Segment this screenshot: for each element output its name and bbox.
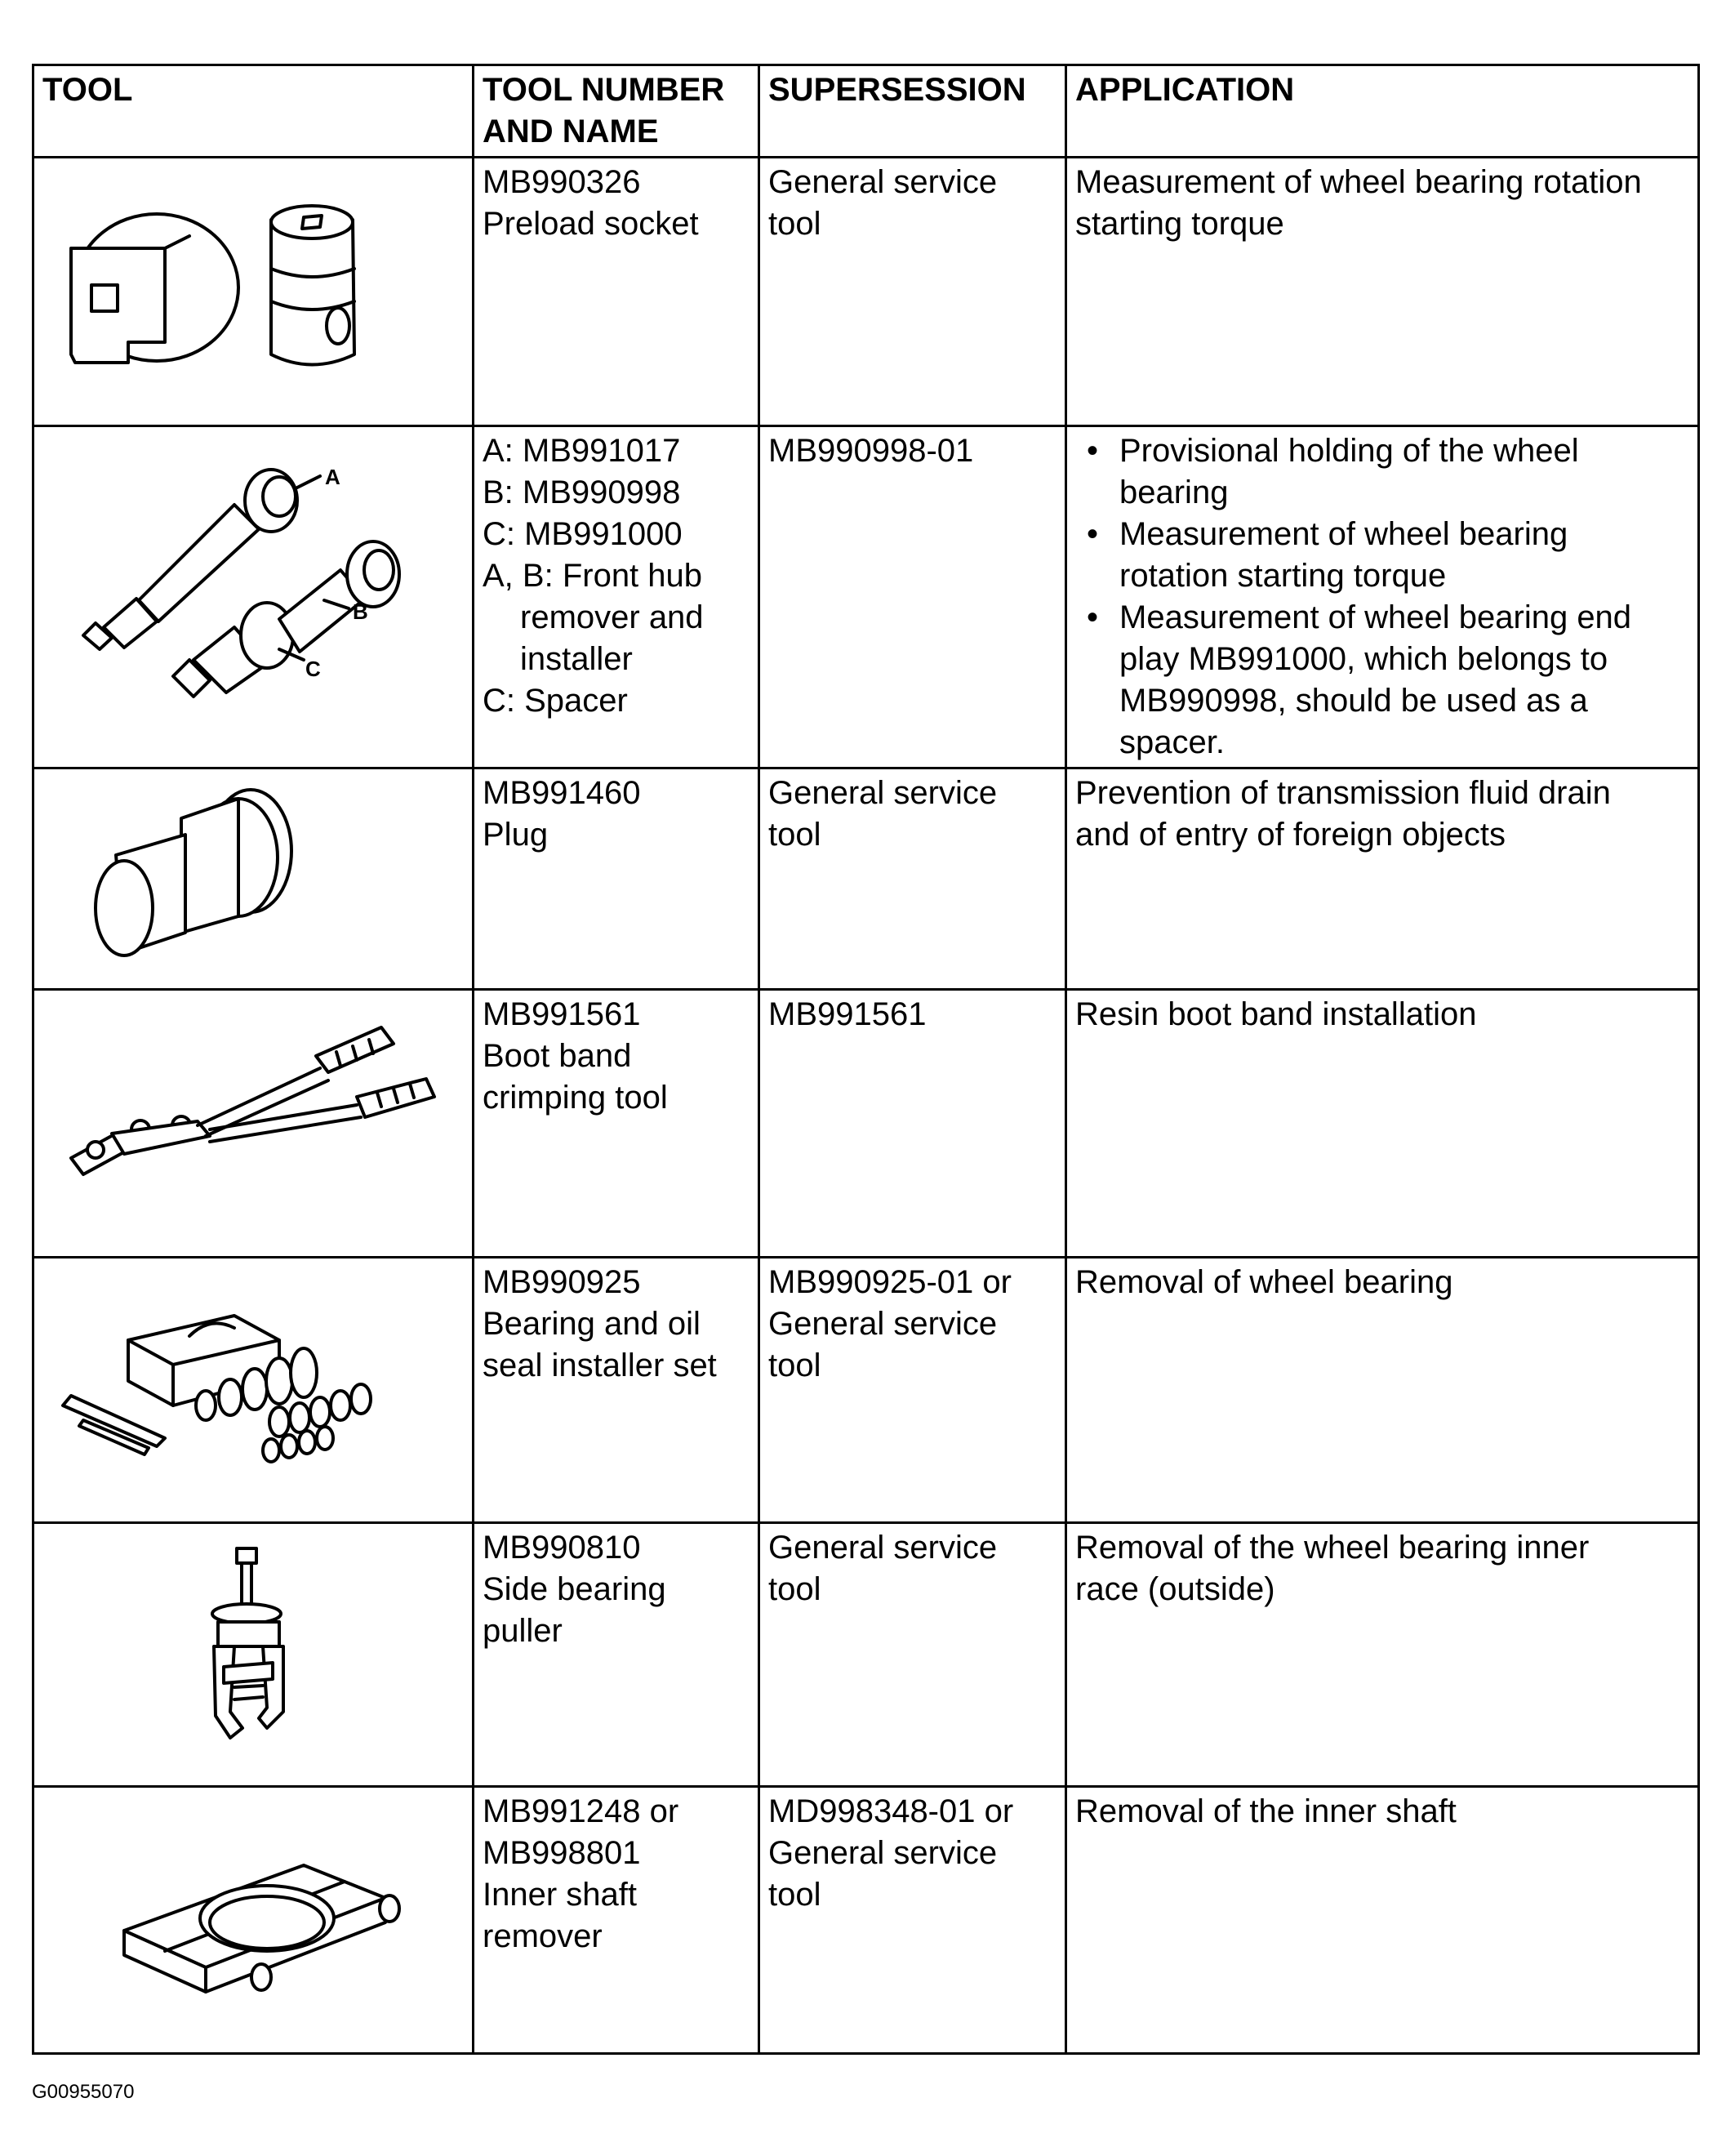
- boot-band-crimping-tool-icon: [34, 991, 474, 1256]
- table-row: [33, 426, 1699, 768]
- supersession-cell: General service tool: [759, 1523, 1066, 1787]
- application-cell: Prevention of transmission fluid drain and of entry of foreign objects: [1066, 768, 1699, 990]
- tool-number-name-cell: A: MB991017 B: MB990998 C: MB991000 A, B: Front hub remover and installer C: Spacer: [474, 426, 759, 768]
- supersession-cell: General service tool: [759, 768, 1066, 990]
- table-row: [33, 158, 1699, 426]
- list-item: • Measurement of wheel bearing end play MB991000, which belongs to MB990998, should be used as a spacer.: [1119, 597, 1689, 764]
- list-item: • Provisional holding of the wheel bearing: [1119, 430, 1689, 514]
- supersession-cell: MB990925-01 or General service tool: [759, 1258, 1066, 1523]
- tool-number-name-cell: MB990810 Side bearing puller: [474, 1523, 759, 1787]
- header-application: APPLICATION: [1066, 65, 1699, 158]
- label-a: A: [325, 465, 340, 489]
- application-cell: Measurement of wheel bearing rotation starting torque: [1066, 158, 1699, 426]
- bearing-oil-seal-installer-set-icon: [34, 1258, 474, 1521]
- table-row: [33, 1523, 1699, 1787]
- tool-image-cell: [33, 1258, 474, 1523]
- preload-socket-icon: [34, 158, 474, 425]
- list-item: • Measurement of wheel bearing rotation starting torque: [1119, 514, 1689, 597]
- application-cell: Removal of wheel bearing: [1066, 1258, 1699, 1523]
- header-tool: TOOL: [33, 65, 474, 158]
- side-bearing-puller-icon: [34, 1524, 474, 1785]
- tool-number-name-cell: MB990925 Bearing and oil seal installer set: [474, 1258, 759, 1523]
- tool-image-cell: [33, 1523, 474, 1787]
- application-cell: [1066, 426, 1699, 768]
- header-supersession: SUPERSESSION: [759, 65, 1066, 158]
- tool-number-name-cell: MB991248 or MB998801 Inner shaft remover: [474, 1787, 759, 2054]
- application-cell: Removal of the wheel bearing inner race (outside): [1066, 1523, 1699, 1787]
- tool-number-name-cell: MB991561 Boot band crimping tool: [474, 990, 759, 1258]
- special-tools-table: [32, 64, 1700, 2055]
- tool-number-name-cell: MB990326 Preload socket: [474, 158, 759, 426]
- table-row: [33, 1258, 1699, 1523]
- figure-id: G00955070: [32, 2081, 135, 2103]
- header-tool-number-name: TOOL NUMBER AND NAME: [474, 65, 759, 158]
- supersession-cell: MB990998-01: [759, 426, 1066, 768]
- supersession-cell: MD998348-01 or General service tool: [759, 1787, 1066, 2054]
- inner-shaft-remover-icon: [34, 1788, 474, 2052]
- supersession-cell: MB991561: [759, 990, 1066, 1258]
- tool-image-cell: [33, 768, 474, 990]
- label-c: C: [305, 657, 321, 681]
- header-row: [33, 65, 1699, 158]
- application-bullet-list: [1075, 430, 1689, 764]
- table-row: [33, 768, 1699, 990]
- plug-icon: [34, 769, 474, 988]
- label-b: B: [353, 599, 368, 624]
- supersession-cell: General service tool: [759, 158, 1066, 426]
- front-hub-remover-installer-icon: [34, 427, 474, 767]
- application-cell: Resin boot band installation: [1066, 990, 1699, 1258]
- tool-number-name-cell: MB991460 Plug: [474, 768, 759, 990]
- table-row: [33, 990, 1699, 1258]
- tool-image-cell: [33, 158, 474, 426]
- tool-image-cell: [33, 426, 474, 768]
- tool-image-cell: [33, 1787, 474, 2054]
- tool-image-cell: [33, 990, 474, 1258]
- application-cell: Removal of the inner shaft: [1066, 1787, 1699, 2054]
- table-row: [33, 1787, 1699, 2054]
